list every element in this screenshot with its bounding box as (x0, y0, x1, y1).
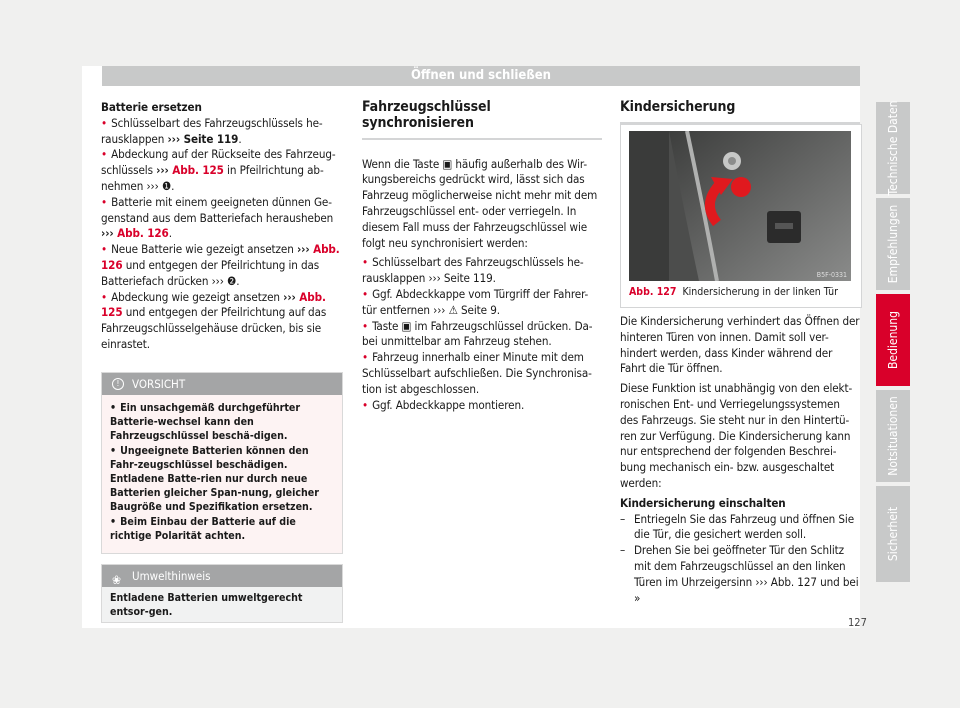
warning-body (102, 395, 342, 549)
warning-header (102, 373, 342, 395)
sync-step: • Schlüsselbart des Fahrzeugschlüssels he-rausklappen ››› Seite 119. (362, 255, 602, 287)
link-abb-125[interactable]: Abb. 125 (168, 163, 224, 178)
column-battery (101, 100, 345, 353)
link-abb-126b[interactable]: Abb. 126 (101, 242, 340, 272)
warning-item: • Beim Einbau der Batterie auf die richtige Polarität achten. (110, 515, 334, 543)
sync-intro: Wenn die Taste ▣ häufig außerhalb des Wir-kungsbereichs gedrückt wird, lässt sich das Fahrzeug möglicherweise nicht mehr mit dem Fahrzeugschlüssel ent- oder verriegeln. In diesem Fall muss der Fahrzeugschlüssel wie folgt neu synchronisiert werden: (362, 156, 598, 250)
door-lock-image (629, 131, 851, 281)
battery-step-1: • Schlüsselbart des Fahrzeugschlüssels he-rausklappen ››› Seite 119. (101, 116, 345, 148)
warning-box (101, 372, 343, 554)
warning-icon: ! (112, 378, 124, 390)
warning-title: VORSICHT (132, 377, 186, 391)
sync-step: • Ggf. Abdeckkappe vom Türgriff der Fahrer-tür entfernen ››› ⚠ Seite 9. (362, 287, 602, 319)
battery-step-3: • Batterie mit einem geeigneten dünnen Ge-genstand aus dem Batteriefach herausheben ››› Abb. 126. (101, 195, 345, 242)
battery-subhead: Batterie ersetzen (101, 100, 202, 114)
page-header: Öffnen und schließen (102, 66, 860, 86)
tab-sicherheit[interactable]: Sicherheit (876, 486, 910, 582)
sync-step: • Ggf. Abdeckkappe montieren. (362, 398, 602, 414)
sync-heading: Fahrzeugschlüssel synchronisieren (362, 100, 602, 140)
link-abb-125b[interactable]: Abb. 125 (101, 289, 326, 320)
childlock-para-1: Die Kindersicherung verhindert das Öffnen der hinteren Türen von innen. Damit soll ver-hindert werden, dass Kinder während der Fahrt die Tür öffnen. (620, 314, 860, 376)
battery-step-4: • Neue Batterie wie gezeigt ansetzen ››› Abb. 126 und entgegen der Pfeilrichtung in das Batteriefach drücken ››› ❷. (101, 242, 345, 289)
tab-empfehlungen[interactable]: Empfehlungen (876, 198, 910, 290)
environment-icon: ❀ (112, 573, 122, 587)
column-childlock (620, 100, 860, 124)
childlock-step: – Drehen Sie bei geöffneter Tür den Schlitz mit dem Fahrzeugschlüssel an den linken Türen im Uhrzeigersinn ››› Abb. 127 und bei » (620, 543, 860, 606)
childlock-step: – Entriegeln Sie das Fahrzeug und öffnen Sie die Tür, die gesichert werden soll. (620, 512, 860, 544)
battery-step-5: • Abdeckung wie gezeigt ansetzen ››› Abb. 125 und entgegen der Pfeilrichtung auf das Fahrzeugschlüsselgehäuse drücken, bis sie einrastet. (101, 290, 345, 353)
childlock-text (620, 314, 860, 606)
battery-step-2: • Abdeckung auf der Rückseite des Fahrzeug-schlüssels ››› Abb. 125 in Pfeilrichtung ab-nehmen ››› ❶. (101, 147, 345, 194)
figure-abb-127 (620, 124, 862, 308)
page-number: 127 (848, 616, 867, 629)
sync-step: • Fahrzeug innerhalb einer Minute mit dem Schlüsselbart aufschließen. Die Synchronisa-tion ist abgeschlossen. (362, 350, 602, 397)
column-sync (362, 100, 602, 413)
figure-caption (629, 285, 838, 299)
link-abb-126[interactable]: Abb. 126 (113, 226, 169, 241)
sync-step: • Taste ▣ im Fahrzeugschlüssel drücken. Da-bei unmittelbar am Fahrzeug stehen. (362, 319, 602, 351)
warning-item: • Ungeeignete Batterien können den Fahr-zeugschlüssel beschädigen. Entladene Batte-rien nur durch neue Batterien gleicher Span-nung, gleicher Baugröße und Spezifikation ersetzen. (110, 444, 334, 515)
figure-caption-text: Kindersicherung in der linken Tür (682, 286, 838, 298)
link-seite-119[interactable]: Seite 119 (180, 131, 239, 146)
childlock-heading: Kindersicherung (620, 100, 860, 124)
childlock-subhead: Kindersicherung einschalten (620, 495, 786, 510)
tab-technische-daten[interactable]: Technische Daten (876, 102, 910, 194)
tab-notsituationen[interactable]: Notsituationen (876, 390, 910, 482)
environment-text: Entladene Batterien umweltgerecht entsor-gen. (110, 592, 303, 619)
childlock-para-2: Diese Funktion ist unabhängig von den elekt-ronischen Ent- und Verriegelungssystemen des Fahrzeugs. Sie steht nur in den Hintertü-ren zur Verfügung. Die Kindersicherung kann nur entsprechend der folgenden Beschrei-bung mechanisch ein- bzw. ausgeschaltet werden: (620, 381, 853, 490)
environment-title: Umwelthinweis (132, 569, 211, 583)
figure-code: B5F-0331 (816, 271, 847, 279)
figure-number: Abb. 127 (629, 286, 677, 298)
tab-bedienung[interactable]: Bedienung (876, 294, 910, 386)
warning-item: • Ein unsachgemäß durchgeführter Batterie-wechsel kann den Fahrzeugschlüssel beschä-digen. (110, 401, 334, 444)
environment-header (102, 565, 342, 587)
environment-box (101, 564, 343, 623)
